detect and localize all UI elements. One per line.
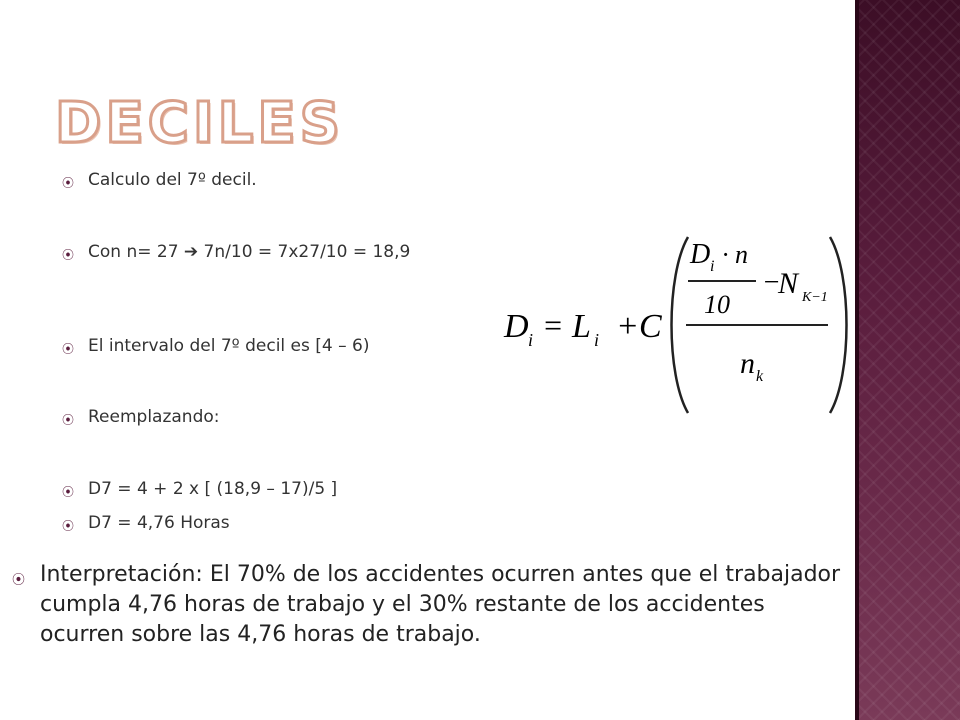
decile-formula	[500, 225, 850, 420]
bullet-icon: ⦿	[62, 413, 75, 427]
formula-l: L	[572, 308, 591, 345]
bullet-icon: ⦿	[62, 485, 75, 499]
formula-n-cap-sub: K−1	[802, 290, 828, 305]
formula-num-sub: i	[710, 258, 715, 275]
bullet-icon: ⦿	[62, 176, 75, 190]
formula-denom-n: n	[740, 347, 755, 380]
formula-right-paren	[830, 237, 847, 413]
formula-denom-sub: k	[756, 368, 764, 385]
formula-n-cap: N	[778, 267, 799, 300]
formula-lhs-sub: i	[528, 330, 534, 350]
bullet-icon: ⦿	[62, 342, 75, 356]
bullet-text: Calculo del 7º decil.	[88, 170, 257, 190]
bullet-item	[62, 407, 468, 431]
sidebar-pattern	[855, 0, 960, 720]
interpretation-text: Interpretación: El 70% de los accidentes ocurren antes que el trabajador cumpla 4,76 horas de trabajo y el 30% restante de los accidentes ocurren sobre las 4,76 horas de trabajo.	[40, 562, 841, 647]
bullet-text: D7 = 4 + 2 x [ (18,9 – 17)/5 ]	[88, 479, 338, 499]
formula-plus-c: +C	[616, 308, 662, 345]
bullet-text: El intervalo del 7º decil es [4 – 6)	[88, 336, 370, 356]
bullet-text: Con n= 27 ➔ 7n/10 = 7x27/10 = 18,9	[88, 242, 411, 262]
bullet-item	[62, 336, 468, 360]
formula-num-d: D	[690, 239, 711, 270]
bullet-item	[62, 479, 468, 503]
formula-num-n: · n	[722, 240, 748, 269]
formula-minus: −	[762, 267, 781, 298]
bullet-item	[62, 170, 468, 194]
formula-left-paren	[672, 237, 689, 413]
formula-l-sub: i	[594, 330, 600, 350]
bullet-icon: ⦿	[62, 519, 75, 533]
bullet-item	[62, 513, 468, 537]
bullet-icon: ⦿	[62, 248, 75, 262]
decorative-sidebar	[855, 0, 960, 720]
bullet-text: Reemplazando:	[88, 407, 220, 427]
formula-graphic	[500, 225, 850, 420]
slide-title: DECILES	[55, 91, 344, 156]
bullet-icon: ⦿	[12, 573, 26, 588]
interpretation-item	[12, 560, 842, 650]
bullet-item	[62, 242, 468, 266]
formula-equals: =	[542, 307, 564, 343]
formula-ten: 10	[704, 290, 730, 319]
formula-lhs-d: D	[504, 308, 529, 345]
bullet-text: D7 = 4,76 Horas	[88, 513, 230, 533]
sidebar-edge	[855, 0, 859, 720]
